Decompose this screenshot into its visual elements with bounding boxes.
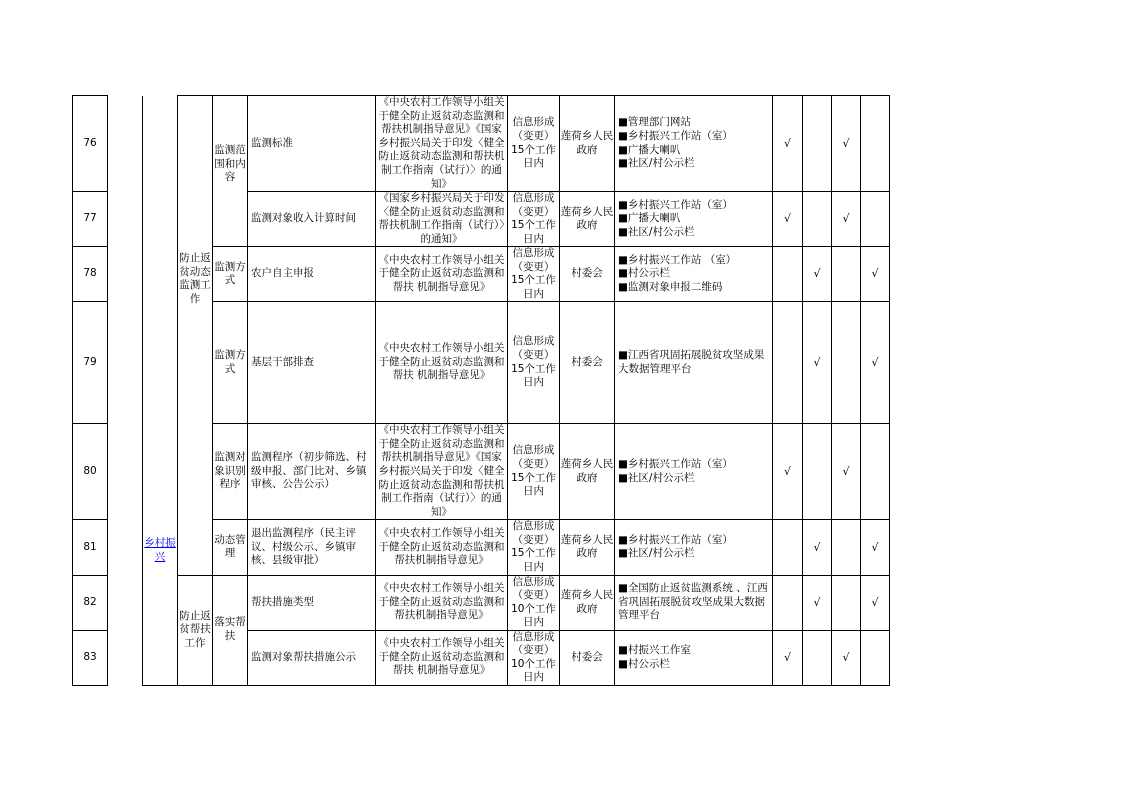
item-text: 监测对象帮扶措施公示 [251,650,356,663]
check-cell [803,192,832,247]
item-cell [248,630,376,685]
body-text: 村委会 [571,267,603,280]
body-cell [560,520,615,575]
channel-item: ■全国防止返贫监测系统 、江西省巩固拓展脱贫攻坚成果大数据管理平台 [618,582,768,622]
channels-cell [615,575,773,630]
group-cell [213,575,248,685]
subject-cell [178,96,213,576]
row-number: 80 [73,424,108,520]
time-text: 信息形成（变更）15个工作日内 [511,444,556,498]
time-text: 信息形成（变更）15个工作日内 [511,116,556,170]
body-cell [560,424,615,520]
time-cell [508,302,560,424]
basis-text: 《中央农村工作领导小组关于健全防止返贫动态监测和帮扶 机制指导意见》 [378,342,505,382]
body-cell [560,630,615,685]
item-cell [248,192,376,247]
row-number: 76 [73,96,108,192]
basis-text: 《中央农村工作领导小组关于健全防止返贫动态监测和帮扶机制指导意见》 [378,526,505,567]
basis-text: 《中央农村工作领导小组关于健全防止返贫动态监测和帮扶 机制指导意见》 [378,637,505,677]
check-cell: √ [803,247,832,302]
table-row [73,575,890,630]
time-cell [508,424,560,520]
check-cell: √ [773,630,803,685]
check-cell [773,247,803,302]
item-text: 监测标准 [251,136,293,149]
check-cell: √ [803,302,832,424]
check-cell [832,520,861,575]
item-text: 监测对象收入计算时间 [251,212,356,225]
time-cell [508,575,560,630]
time-cell [508,96,560,192]
item-text: 农户自主申报 [251,267,314,280]
check-cell [861,96,890,192]
item-cell [248,520,376,575]
basis-text: 《中央农村工作领导小组关于健全防止返贫动态监测和帮扶机制指导意见》《国家乡村振兴局关于印发〈健全防止返贫动态监测和帮扶机制工作指南（试行）〉的通知》 [378,96,505,190]
basis-text: 《中央农村工作领导小组关于健全防止返贫动态监测和帮扶机制指导意见》 [378,582,505,622]
group-cell [213,96,248,247]
channel-item: ■社区/村公示栏 [618,547,695,560]
basis-text: 《中央农村工作领导小组关于健全防止返贫动态监测和帮扶 机制指导意见》 [378,253,505,293]
row-number: 79 [73,302,108,424]
item-cell [248,247,376,302]
channel-item: ■村公示栏 [618,657,670,670]
item-text: 帮扶措施类型 [251,595,314,608]
time-text: 信息形成（变更）15个工作日内 [511,192,556,245]
item-text: 退出监测程序（民主评议、村级公示、乡镇审核、县级审批） [251,526,356,567]
check-cell: √ [803,520,832,575]
row-number: 77 [73,192,108,247]
channels-cell [615,247,773,302]
channel-item: ■广播大喇叭 [618,143,681,156]
check-cell [861,424,890,520]
time-cell [508,247,560,302]
body-cell [560,302,615,424]
body-cell [560,575,615,630]
row-number: 82 [73,575,108,630]
basis-cell [376,247,508,302]
channel-item: ■乡村振兴工作站 （室） [618,253,737,266]
time-cell [508,192,560,247]
check-cell: √ [861,575,890,630]
channel-item: ■社区/村公示栏 [618,471,695,484]
body-text: 莲荷乡人民政府 [560,205,614,232]
item-cell [248,424,376,520]
item-cell [248,96,376,192]
check-cell [773,575,803,630]
body-cell [560,96,615,192]
subject-label: 防止返贫帮扶工作 [179,609,211,649]
channel-item: ■乡村振兴工作站（室） [618,533,733,546]
check-cell [773,520,803,575]
row-number: 81 [73,520,108,575]
blank-column [108,96,143,686]
time-text: 信息形成（变更）10个工作日内 [511,630,556,684]
check-cell: √ [803,575,832,630]
check-cell: √ [832,424,861,520]
item-text: 基层干部排查 [251,355,314,368]
subject-cell [178,575,213,685]
channel-item: ■乡村振兴工作站（室） [618,129,733,142]
channels-cell [615,630,773,685]
check-cell: √ [832,630,861,685]
check-cell [832,247,861,302]
body-text: 莲荷乡人民政府 [560,533,614,560]
group-label: 监测对象识别程序 [214,451,246,491]
check-cell [803,630,832,685]
body-text: 莲荷乡人民政府 [560,129,614,156]
basis-cell [376,520,508,575]
body-text: 村委会 [571,650,603,663]
domain-cell [143,96,178,686]
item-text: 监测程序（初步筛选、村级申报、部门比对、乡镇审核、公告公示） [251,451,367,491]
check-cell: √ [832,192,861,247]
check-cell [803,96,832,192]
group-label: 监测范围和内容 [214,144,246,184]
table-row [73,96,890,192]
row-number: 78 [73,247,108,302]
body-text: 莲荷乡人民政府 [560,458,614,484]
body-cell [560,247,615,302]
time-cell [508,520,560,575]
time-text: 信息形成（变更）15个工作日内 [511,247,556,300]
channels-cell [615,520,773,575]
channels-cell [615,192,773,247]
channels-cell [615,424,773,520]
subject-label: 防止返贫动态监测工作 [179,252,211,305]
basis-cell [376,424,508,520]
disclosure-table [72,95,890,686]
channel-item: ■社区/村公示栏 [618,157,695,170]
group-cell [213,520,248,575]
check-cell: √ [832,96,861,192]
group-label: 动态管理 [214,533,246,560]
check-cell [861,630,890,685]
check-cell: √ [861,247,890,302]
channel-item: ■乡村振兴工作站（室） [618,198,733,211]
check-cell [832,575,861,630]
check-cell [773,302,803,424]
time-cell [508,630,560,685]
time-text: 信息形成（变更）10个工作日内 [511,575,556,629]
channel-item: ■广播大喇叭 [618,212,681,225]
body-text: 村委会 [571,355,603,368]
channel-item: ■村公示栏 [618,267,670,280]
time-text: 信息形成（变更）15个工作日内 [511,520,556,573]
item-cell [248,575,376,630]
group-cell [213,424,248,520]
basis-cell [376,630,508,685]
group-label: 监测方式 [214,260,246,287]
item-cell [248,302,376,424]
time-text: 信息形成（变更）15个工作日内 [511,335,556,389]
check-cell: √ [861,302,890,424]
channels-cell [615,96,773,192]
domain-link[interactable]: 乡村振兴 [144,537,176,564]
group-label: 落实帮扶 [214,616,246,643]
channel-item: ■江西省巩固拓展脱贫攻坚成果大数据管理平台 [618,349,765,375]
body-cell [560,192,615,247]
check-cell [861,192,890,247]
check-cell: √ [773,192,803,247]
row-number: 83 [73,630,108,685]
channel-item: ■监测对象申报二维码 [618,280,723,293]
channels-cell [615,302,773,424]
check-cell: √ [773,424,803,520]
channel-item: ■社区/村公示栏 [618,225,695,238]
group-cell [213,302,248,424]
basis-cell [376,302,508,424]
channel-item: ■乡村振兴工作站（室） [618,458,733,471]
check-cell: √ [773,96,803,192]
basis-cell [376,575,508,630]
check-cell: √ [861,520,890,575]
basis-text: 《中央农村工作领导小组关于健全防止返贫动态监测和帮扶机制指导意见》《国家乡村振兴局关于印发〈健全防止返贫动态监测和帮扶机制工作指南（试行）〉的通知》 [378,424,505,518]
channel-item: ■村振兴工作室 [618,643,691,656]
basis-cell [376,192,508,247]
group-label: 监测方式 [214,349,246,375]
group-cell [213,247,248,302]
basis-text: 《国家乡村振兴局关于印发〈健全防止返贫动态监测和帮扶机制工作指南（试行）〉的通知》 [378,192,505,245]
body-text: 莲荷乡人民政府 [560,588,614,615]
check-cell [832,302,861,424]
channel-item: ■管理部门网站 [618,116,691,129]
basis-cell [376,96,508,192]
check-cell [803,424,832,520]
